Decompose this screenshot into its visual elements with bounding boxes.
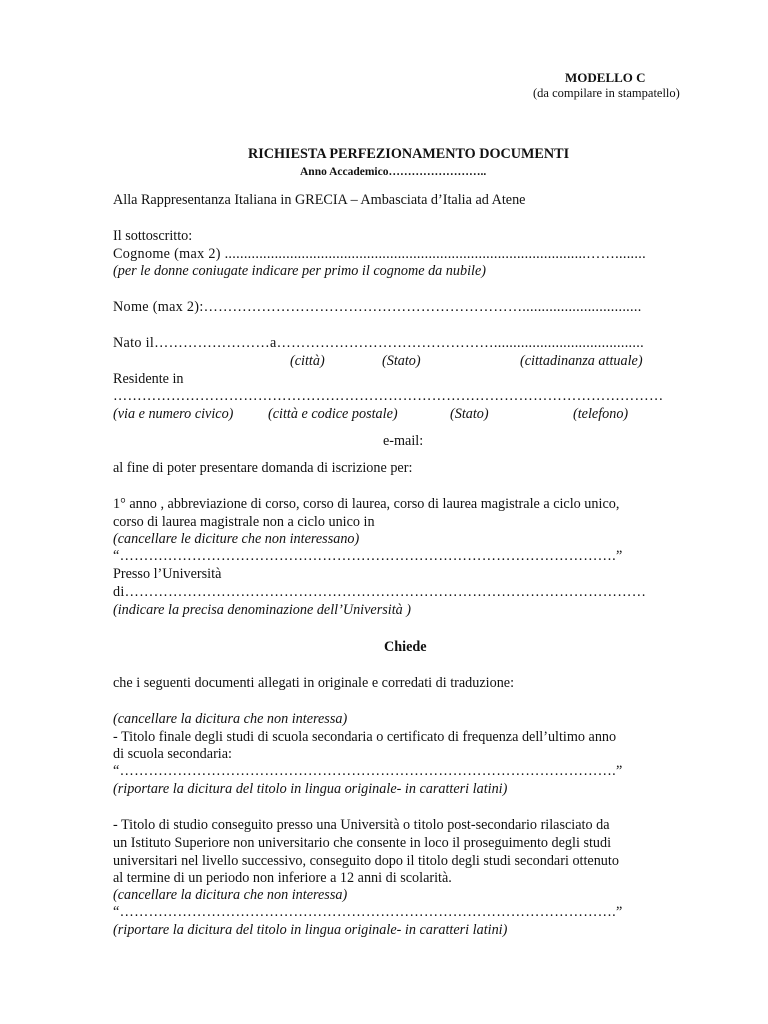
- doc1-hint: (riportare la dicitura del titolo in lingua originale- in caratteri latini): [113, 781, 508, 797]
- doc2-note: (cancellare la dicitura che non interessa): [113, 887, 348, 903]
- doc2-line-3: universitari nel livello successivo, conseguito dopo il titolo degli studi secondari ottenuto: [113, 853, 619, 869]
- doc2-line-4: al termine di un periodo non inferiore a 12 anni di scolarità.: [113, 870, 452, 886]
- resident-state-label: (Stato): [450, 406, 489, 422]
- undersigned-label: Il sottoscritto:: [113, 228, 193, 244]
- request-text: che i seguenti documenti allegati in originale e corredati di traduzione:: [113, 675, 515, 691]
- citizenship-label: (cittadinanza attuale): [520, 353, 643, 369]
- doc2-line-2: un Istituto Superiore non universitario che consente in loco il proseguimento degli studi: [113, 835, 612, 851]
- name-field[interactable]: Nome (max 2):…………………………………………………………...............................: [113, 299, 642, 315]
- resident-city-label: (città e codice postale): [268, 406, 398, 422]
- doc2-field[interactable]: “………………………………………………………………………………………….”: [113, 904, 623, 920]
- university-field[interactable]: di………………………………………………………………………………………………: [113, 584, 647, 600]
- addressee: Alla Rappresentanza Italiana in GRECIA – Ambasciata d’Italia ad Atene: [113, 192, 526, 208]
- email-label: e-mail:: [383, 433, 424, 449]
- surname-field[interactable]: Cognome (max 2) ..............................................................................................……........: [113, 246, 646, 262]
- university-label: Presso l’Università: [113, 566, 222, 582]
- course-note: (cancellare le diciture che non interessano): [113, 531, 360, 547]
- model-note: (da compilare in stampatello): [533, 86, 680, 100]
- model-label: MODELLO C: [565, 70, 646, 85]
- purpose-text: al fine di poter presentare domanda di iscrizione per:: [113, 460, 413, 476]
- doc2-line-1: - Titolo di studio conseguito presso una Università o titolo post-secondario rilasciato da: [113, 817, 610, 833]
- course-line-1: 1° anno , abbreviazione di corso, corso di laurea, corso di laurea magistrale a ciclo unico,: [113, 496, 620, 512]
- surname-note: (per le donne coniugate indicare per primo il cognome da nubile): [113, 263, 486, 279]
- resident-field[interactable]: ……………………………………………………………………………………………………: [113, 388, 664, 404]
- course-line-2: corso di laurea magistrale non a ciclo unico in: [113, 514, 375, 530]
- birth-city-label: (città): [290, 353, 325, 369]
- birth-field[interactable]: Nato il……………………a……………………………………….......................................: [113, 335, 644, 351]
- doc1-note: (cancellare la dicitura che non interessa): [113, 711, 348, 727]
- doc2-hint: (riportare la dicitura del titolo in lingua originale- in caratteri latini): [113, 922, 508, 938]
- doc1-line-2: di scuola secondaria:: [113, 746, 232, 762]
- document-title: RICHIESTA PERFEZIONAMENTO DOCUMENTI: [248, 146, 570, 162]
- request-heading: Chiede: [384, 639, 427, 655]
- doc1-field[interactable]: “………………………………………………………………………………………….”: [113, 763, 623, 779]
- resident-label: Residente in: [113, 371, 184, 387]
- university-note: (indicare la precisa denominazione dell’Università ): [113, 602, 412, 618]
- academic-year: Anno Accademico……………………..: [300, 166, 487, 178]
- course-field[interactable]: “………………………………………………………………………………………….”: [113, 548, 623, 564]
- doc1-line-1: - Titolo finale degli studi di scuola secondaria o certificato di frequenza dell’ultimo anno: [113, 729, 617, 745]
- street-label: (via e numero civico): [113, 406, 234, 422]
- phone-label: (telefono): [573, 406, 629, 422]
- birth-state-label: (Stato): [382, 353, 421, 369]
